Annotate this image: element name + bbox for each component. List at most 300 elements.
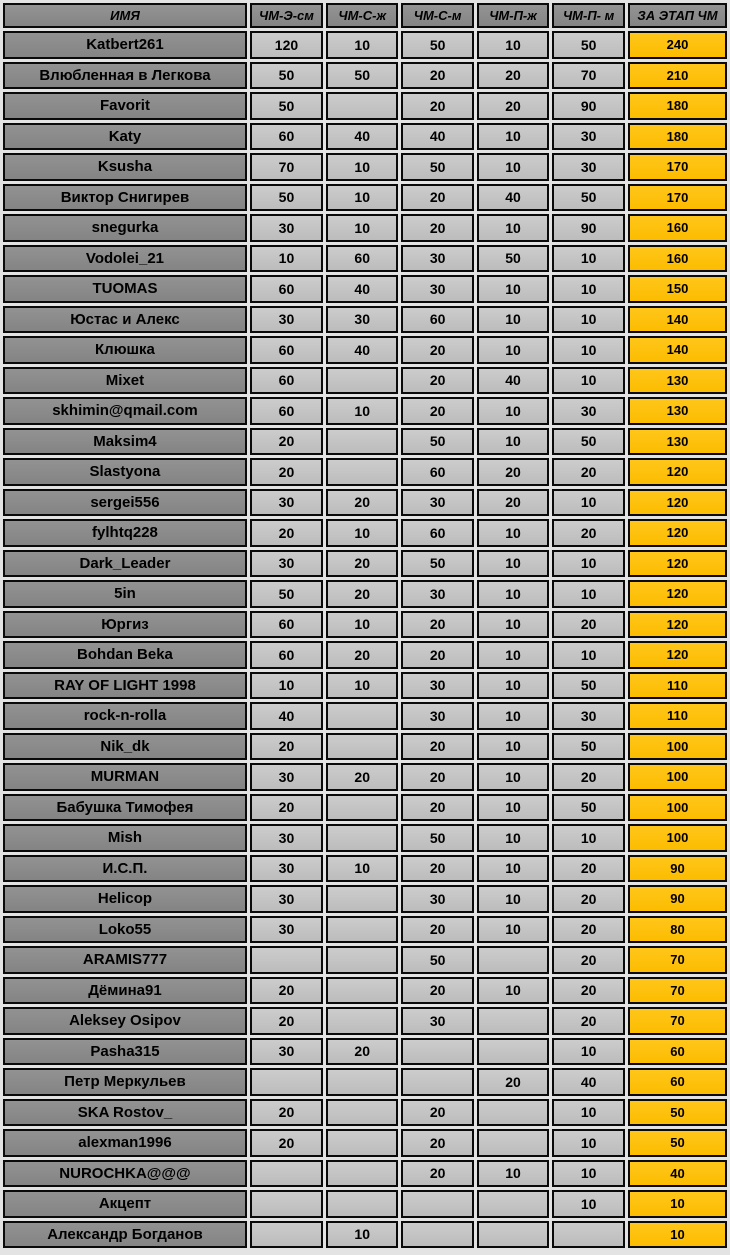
value-cell[interactable]: 20 bbox=[401, 733, 473, 761]
total-cell[interactable]: 100 bbox=[628, 794, 727, 822]
value-cell[interactable]: 10 bbox=[477, 275, 549, 303]
value-cell[interactable] bbox=[401, 1038, 473, 1066]
value-cell[interactable]: 60 bbox=[250, 336, 323, 364]
value-cell[interactable]: 10 bbox=[477, 855, 549, 883]
value-cell[interactable]: 10 bbox=[477, 336, 549, 364]
value-cell[interactable]: 20 bbox=[552, 946, 625, 974]
name-cell[interactable]: 5in bbox=[3, 580, 247, 608]
total-cell[interactable]: 120 bbox=[628, 489, 727, 517]
total-cell[interactable]: 90 bbox=[628, 855, 727, 883]
value-cell[interactable]: 60 bbox=[401, 306, 473, 334]
value-cell[interactable]: 20 bbox=[401, 1129, 473, 1157]
header-cell-chm-p-zh[interactable]: ЧМ-П-ж bbox=[477, 3, 549, 28]
value-cell[interactable]: 10 bbox=[326, 153, 398, 181]
table-row bbox=[3, 763, 727, 791]
value-cell[interactable]: 20 bbox=[552, 458, 625, 486]
value-cell[interactable]: 10 bbox=[552, 824, 625, 852]
total-cell[interactable]: 120 bbox=[628, 519, 727, 547]
value-cell[interactable]: 40 bbox=[477, 367, 549, 395]
header-cell-stage-total[interactable]: ЗА ЭТАП ЧМ bbox=[628, 3, 727, 28]
value-cell[interactable]: 10 bbox=[552, 1038, 625, 1066]
value-cell[interactable]: 20 bbox=[477, 458, 549, 486]
value-cell[interactable]: 10 bbox=[552, 1129, 625, 1157]
name-cell[interactable]: Aleksey Osipov bbox=[3, 1007, 247, 1035]
value-cell[interactable]: 20 bbox=[401, 977, 473, 1005]
value-cell[interactable]: 20 bbox=[477, 1068, 549, 1096]
header-cell-name[interactable]: ИМЯ bbox=[3, 3, 247, 28]
value-cell[interactable]: 50 bbox=[552, 794, 625, 822]
value-cell[interactable]: 10 bbox=[477, 397, 549, 425]
value-cell[interactable]: 70 bbox=[250, 153, 323, 181]
name-cell[interactable]: И.С.П. bbox=[3, 855, 247, 883]
value-cell[interactable] bbox=[477, 1190, 549, 1218]
value-cell[interactable]: 20 bbox=[401, 1099, 473, 1127]
value-cell[interactable]: 40 bbox=[401, 123, 473, 151]
total-cell[interactable]: 110 bbox=[628, 672, 727, 700]
value-cell[interactable] bbox=[401, 1068, 473, 1096]
value-cell[interactable]: 10 bbox=[552, 489, 625, 517]
table-row bbox=[3, 824, 727, 852]
value-cell[interactable]: 20 bbox=[401, 62, 473, 90]
value-cell[interactable]: 20 bbox=[401, 641, 473, 669]
name-cell[interactable]: Dark_Leader bbox=[3, 550, 247, 578]
total-cell[interactable]: 150 bbox=[628, 275, 727, 303]
table-row bbox=[3, 31, 727, 59]
value-cell[interactable]: 120 bbox=[250, 31, 323, 59]
name-cell[interactable]: Юстас и Алекс bbox=[3, 306, 247, 334]
value-cell[interactable] bbox=[326, 885, 398, 913]
name-cell[interactable]: Александр Богданов bbox=[3, 1221, 247, 1249]
value-cell[interactable]: 20 bbox=[250, 733, 323, 761]
value-cell[interactable]: 10 bbox=[552, 306, 625, 334]
value-cell[interactable]: 10 bbox=[552, 275, 625, 303]
value-cell[interactable] bbox=[326, 1160, 398, 1188]
value-cell[interactable]: 30 bbox=[250, 214, 323, 242]
value-cell[interactable] bbox=[326, 794, 398, 822]
value-cell[interactable]: 60 bbox=[326, 245, 398, 273]
value-cell[interactable]: 10 bbox=[326, 184, 398, 212]
name-cell[interactable]: Helicop bbox=[3, 885, 247, 913]
value-cell[interactable]: 10 bbox=[552, 367, 625, 395]
header-cell-chm-e-sm[interactable]: ЧМ-Э-см bbox=[250, 3, 323, 28]
value-cell[interactable]: 10 bbox=[477, 1160, 549, 1188]
header-cell-chm-s-zh[interactable]: ЧМ-С-ж bbox=[326, 3, 398, 28]
value-cell[interactable] bbox=[326, 1129, 398, 1157]
value-cell[interactable]: 20 bbox=[401, 794, 473, 822]
table-row bbox=[3, 1129, 727, 1157]
name-cell[interactable]: Mish bbox=[3, 824, 247, 852]
value-cell[interactable]: 40 bbox=[250, 702, 323, 730]
value-cell[interactable]: 10 bbox=[552, 1160, 625, 1188]
value-cell[interactable]: 10 bbox=[477, 31, 549, 59]
name-cell[interactable]: Акцепт bbox=[3, 1190, 247, 1218]
value-cell[interactable]: 60 bbox=[250, 611, 323, 639]
value-cell[interactable]: 50 bbox=[401, 824, 473, 852]
value-cell[interactable] bbox=[477, 1007, 549, 1035]
value-cell[interactable]: 10 bbox=[552, 550, 625, 578]
value-cell[interactable] bbox=[326, 428, 398, 456]
value-cell[interactable]: 30 bbox=[401, 702, 473, 730]
total-cell[interactable]: 120 bbox=[628, 580, 727, 608]
value-cell[interactable]: 10 bbox=[477, 977, 549, 1005]
value-cell[interactable]: 10 bbox=[477, 763, 549, 791]
total-cell[interactable]: 130 bbox=[628, 428, 727, 456]
name-cell[interactable]: fylhtq228 bbox=[3, 519, 247, 547]
value-cell[interactable]: 10 bbox=[477, 306, 549, 334]
value-cell[interactable] bbox=[326, 1099, 398, 1127]
value-cell[interactable]: 70 bbox=[552, 62, 625, 90]
name-cell[interactable]: Бабушка Тимофея bbox=[3, 794, 247, 822]
value-cell[interactable]: 50 bbox=[250, 62, 323, 90]
name-cell[interactable]: Ksusha bbox=[3, 153, 247, 181]
value-cell[interactable]: 20 bbox=[401, 92, 473, 120]
total-cell[interactable]: 10 bbox=[628, 1190, 727, 1218]
value-cell[interactable]: 10 bbox=[477, 580, 549, 608]
total-cell[interactable]: 240 bbox=[628, 31, 727, 59]
value-cell[interactable] bbox=[326, 824, 398, 852]
value-cell[interactable]: 30 bbox=[552, 123, 625, 151]
value-cell[interactable]: 20 bbox=[401, 916, 473, 944]
value-cell[interactable]: 20 bbox=[250, 1129, 323, 1157]
value-cell[interactable]: 10 bbox=[477, 214, 549, 242]
value-cell[interactable] bbox=[326, 367, 398, 395]
name-cell[interactable]: Bohdan Beka bbox=[3, 641, 247, 669]
value-cell[interactable]: 10 bbox=[477, 519, 549, 547]
name-cell[interactable]: Влюбленная в Легкова bbox=[3, 62, 247, 90]
value-cell[interactable]: 20 bbox=[250, 1007, 323, 1035]
value-cell[interactable]: 10 bbox=[250, 245, 323, 273]
value-cell[interactable]: 20 bbox=[401, 855, 473, 883]
value-cell[interactable]: 20 bbox=[477, 62, 549, 90]
value-cell[interactable]: 20 bbox=[401, 184, 473, 212]
table-row bbox=[3, 458, 727, 486]
value-cell[interactable]: 10 bbox=[326, 214, 398, 242]
value-cell[interactable]: 20 bbox=[401, 214, 473, 242]
value-cell[interactable]: 30 bbox=[401, 245, 473, 273]
value-cell[interactable]: 20 bbox=[250, 519, 323, 547]
value-cell[interactable]: 30 bbox=[326, 306, 398, 334]
value-cell[interactable]: 20 bbox=[552, 977, 625, 1005]
value-cell[interactable]: 10 bbox=[326, 1221, 398, 1249]
value-cell[interactable] bbox=[326, 1190, 398, 1218]
value-cell[interactable]: 20 bbox=[401, 1160, 473, 1188]
total-cell[interactable]: 210 bbox=[628, 62, 727, 90]
name-cell[interactable]: Loko55 bbox=[3, 916, 247, 944]
value-cell[interactable]: 60 bbox=[250, 275, 323, 303]
name-cell[interactable]: sergei556 bbox=[3, 489, 247, 517]
value-cell[interactable]: 30 bbox=[401, 672, 473, 700]
name-cell[interactable]: TUOMAS bbox=[3, 275, 247, 303]
value-cell[interactable]: 20 bbox=[552, 1007, 625, 1035]
value-cell[interactable]: 40 bbox=[326, 336, 398, 364]
value-cell[interactable]: 50 bbox=[401, 550, 473, 578]
value-cell[interactable]: 50 bbox=[552, 31, 625, 59]
value-cell[interactable]: 20 bbox=[401, 367, 473, 395]
total-cell[interactable]: 140 bbox=[628, 336, 727, 364]
name-cell[interactable]: NUROCHKA@@@ bbox=[3, 1160, 247, 1188]
value-cell[interactable]: 30 bbox=[250, 855, 323, 883]
value-cell[interactable]: 30 bbox=[401, 1007, 473, 1035]
value-cell[interactable] bbox=[477, 946, 549, 974]
total-cell[interactable]: 130 bbox=[628, 397, 727, 425]
total-cell[interactable]: 130 bbox=[628, 367, 727, 395]
value-cell[interactable]: 10 bbox=[477, 428, 549, 456]
value-cell[interactable]: 20 bbox=[552, 611, 625, 639]
value-cell[interactable]: 20 bbox=[326, 489, 398, 517]
value-cell[interactable]: 20 bbox=[250, 428, 323, 456]
value-cell[interactable]: 30 bbox=[250, 550, 323, 578]
value-cell[interactable]: 50 bbox=[552, 428, 625, 456]
value-cell[interactable]: 50 bbox=[552, 184, 625, 212]
value-cell[interactable]: 60 bbox=[250, 123, 323, 151]
value-cell[interactable] bbox=[326, 1007, 398, 1035]
value-cell[interactable]: 60 bbox=[250, 367, 323, 395]
total-cell[interactable]: 40 bbox=[628, 1160, 727, 1188]
total-cell[interactable]: 90 bbox=[628, 885, 727, 913]
name-cell[interactable]: skhimin@qmail.com bbox=[3, 397, 247, 425]
value-cell[interactable]: 20 bbox=[326, 550, 398, 578]
value-cell[interactable]: 20 bbox=[552, 916, 625, 944]
name-cell[interactable]: Maksim4 bbox=[3, 428, 247, 456]
value-cell[interactable]: 60 bbox=[401, 458, 473, 486]
value-cell[interactable] bbox=[477, 1129, 549, 1157]
table-row bbox=[3, 794, 727, 822]
value-cell[interactable]: 50 bbox=[552, 672, 625, 700]
value-cell[interactable]: 30 bbox=[401, 489, 473, 517]
value-cell[interactable]: 20 bbox=[250, 458, 323, 486]
total-cell[interactable]: 80 bbox=[628, 916, 727, 944]
name-cell[interactable]: Петр Меркульев bbox=[3, 1068, 247, 1096]
value-cell[interactable]: 90 bbox=[552, 92, 625, 120]
value-cell[interactable] bbox=[250, 1068, 323, 1096]
total-cell[interactable]: 100 bbox=[628, 733, 727, 761]
value-cell[interactable]: 50 bbox=[401, 428, 473, 456]
value-cell[interactable]: 20 bbox=[250, 794, 323, 822]
total-cell[interactable]: 120 bbox=[628, 641, 727, 669]
value-cell[interactable]: 10 bbox=[477, 550, 549, 578]
table-row bbox=[3, 92, 727, 120]
name-cell[interactable]: Клюшка bbox=[3, 336, 247, 364]
name-cell[interactable]: Виктор Снигирев bbox=[3, 184, 247, 212]
value-cell[interactable] bbox=[326, 458, 398, 486]
value-cell[interactable] bbox=[326, 1068, 398, 1096]
value-cell[interactable]: 10 bbox=[477, 153, 549, 181]
value-cell[interactable]: 20 bbox=[477, 92, 549, 120]
name-cell[interactable]: ARAMIS777 bbox=[3, 946, 247, 974]
value-cell[interactable]: 10 bbox=[477, 641, 549, 669]
value-cell[interactable]: 50 bbox=[250, 580, 323, 608]
value-cell[interactable] bbox=[250, 1221, 323, 1249]
value-cell[interactable]: 90 bbox=[552, 214, 625, 242]
value-cell[interactable]: 10 bbox=[477, 824, 549, 852]
value-cell[interactable]: 10 bbox=[326, 855, 398, 883]
value-cell[interactable]: 40 bbox=[477, 184, 549, 212]
total-cell[interactable]: 70 bbox=[628, 946, 727, 974]
value-cell[interactable]: 10 bbox=[326, 31, 398, 59]
value-cell[interactable]: 50 bbox=[250, 184, 323, 212]
value-cell[interactable]: 10 bbox=[477, 611, 549, 639]
table-row bbox=[3, 550, 727, 578]
value-cell[interactable] bbox=[326, 977, 398, 1005]
name-cell[interactable]: Katbert261 bbox=[3, 31, 247, 59]
value-cell[interactable]: 30 bbox=[552, 153, 625, 181]
value-cell[interactable]: 10 bbox=[326, 672, 398, 700]
value-cell[interactable] bbox=[477, 1221, 549, 1249]
total-cell[interactable]: 120 bbox=[628, 458, 727, 486]
value-cell[interactable] bbox=[250, 1190, 323, 1218]
total-cell[interactable]: 120 bbox=[628, 550, 727, 578]
value-cell[interactable]: 40 bbox=[326, 123, 398, 151]
total-cell[interactable]: 50 bbox=[628, 1129, 727, 1157]
total-cell[interactable]: 180 bbox=[628, 123, 727, 151]
value-cell[interactable]: 20 bbox=[552, 763, 625, 791]
value-cell[interactable]: 50 bbox=[401, 946, 473, 974]
name-cell[interactable]: Favorit bbox=[3, 92, 247, 120]
name-cell[interactable]: SKA Rostov_ bbox=[3, 1099, 247, 1127]
value-cell[interactable]: 40 bbox=[552, 1068, 625, 1096]
value-cell[interactable]: 30 bbox=[250, 306, 323, 334]
value-cell[interactable]: 10 bbox=[326, 611, 398, 639]
total-cell[interactable]: 140 bbox=[628, 306, 727, 334]
name-cell[interactable]: Pasha315 bbox=[3, 1038, 247, 1066]
total-cell[interactable]: 160 bbox=[628, 214, 727, 242]
value-cell[interactable] bbox=[250, 1160, 323, 1188]
value-cell[interactable]: 30 bbox=[250, 1038, 323, 1066]
value-cell[interactable]: 30 bbox=[250, 763, 323, 791]
name-cell[interactable]: alexman1996 bbox=[3, 1129, 247, 1157]
value-cell[interactable]: 20 bbox=[552, 855, 625, 883]
value-cell[interactable] bbox=[326, 733, 398, 761]
value-cell[interactable] bbox=[326, 702, 398, 730]
value-cell[interactable]: 10 bbox=[326, 397, 398, 425]
value-cell[interactable]: 10 bbox=[250, 672, 323, 700]
value-cell[interactable] bbox=[326, 916, 398, 944]
name-cell[interactable]: Дёмина91 bbox=[3, 977, 247, 1005]
value-cell[interactable]: 20 bbox=[477, 489, 549, 517]
name-cell[interactable]: RAY OF LIGHT 1998 bbox=[3, 672, 247, 700]
value-cell[interactable]: 10 bbox=[552, 1190, 625, 1218]
value-cell[interactable]: 20 bbox=[326, 1038, 398, 1066]
value-cell[interactable]: 50 bbox=[401, 31, 473, 59]
table-row bbox=[3, 489, 727, 517]
name-cell[interactable]: Mixet bbox=[3, 367, 247, 395]
total-cell[interactable]: 100 bbox=[628, 763, 727, 791]
value-cell[interactable]: 10 bbox=[326, 519, 398, 547]
value-cell[interactable]: 60 bbox=[250, 641, 323, 669]
value-cell[interactable]: 10 bbox=[552, 245, 625, 273]
value-cell[interactable]: 20 bbox=[552, 519, 625, 547]
value-cell[interactable]: 30 bbox=[552, 702, 625, 730]
total-cell[interactable]: 160 bbox=[628, 245, 727, 273]
value-cell[interactable]: 10 bbox=[552, 1099, 625, 1127]
value-cell[interactable]: 20 bbox=[250, 977, 323, 1005]
value-cell[interactable]: 30 bbox=[552, 397, 625, 425]
value-cell[interactable]: 30 bbox=[250, 489, 323, 517]
total-cell[interactable]: 120 bbox=[628, 611, 727, 639]
total-cell[interactable]: 170 bbox=[628, 184, 727, 212]
value-cell[interactable]: 10 bbox=[477, 885, 549, 913]
value-cell[interactable] bbox=[552, 1221, 625, 1249]
value-cell[interactable]: 60 bbox=[250, 397, 323, 425]
name-cell[interactable]: Katy bbox=[3, 123, 247, 151]
value-cell[interactable]: 30 bbox=[250, 885, 323, 913]
value-cell[interactable]: 50 bbox=[401, 153, 473, 181]
value-cell[interactable]: 20 bbox=[552, 885, 625, 913]
value-cell[interactable]: 10 bbox=[552, 580, 625, 608]
value-cell[interactable]: 10 bbox=[477, 916, 549, 944]
value-cell[interactable] bbox=[326, 92, 398, 120]
value-cell[interactable] bbox=[401, 1190, 473, 1218]
header-cell-chm-s-m[interactable]: ЧМ-С-м bbox=[401, 3, 473, 28]
total-cell[interactable]: 170 bbox=[628, 153, 727, 181]
value-cell[interactable]: 20 bbox=[250, 1099, 323, 1127]
value-cell[interactable]: 10 bbox=[552, 336, 625, 364]
total-cell[interactable]: 10 bbox=[628, 1221, 727, 1249]
header-cell-chm-p-m[interactable]: ЧМ-П- м bbox=[552, 3, 625, 28]
name-cell[interactable]: Юргиз bbox=[3, 611, 247, 639]
total-cell[interactable]: 60 bbox=[628, 1068, 727, 1096]
value-cell[interactable]: 10 bbox=[477, 702, 549, 730]
value-cell[interactable]: 40 bbox=[326, 275, 398, 303]
value-cell[interactable]: 20 bbox=[401, 611, 473, 639]
value-cell[interactable]: 20 bbox=[401, 397, 473, 425]
value-cell[interactable]: 30 bbox=[401, 885, 473, 913]
value-cell[interactable]: 50 bbox=[326, 62, 398, 90]
value-cell[interactable]: 20 bbox=[326, 763, 398, 791]
value-cell[interactable]: 30 bbox=[401, 275, 473, 303]
value-cell[interactable]: 30 bbox=[250, 824, 323, 852]
total-cell[interactable]: 110 bbox=[628, 702, 727, 730]
value-cell[interactable]: 10 bbox=[477, 794, 549, 822]
name-cell[interactable]: snegurka bbox=[3, 214, 247, 242]
total-cell[interactable]: 70 bbox=[628, 1007, 727, 1035]
value-cell[interactable] bbox=[477, 1038, 549, 1066]
value-cell[interactable]: 60 bbox=[401, 519, 473, 547]
table-row bbox=[3, 245, 727, 273]
value-cell[interactable]: 20 bbox=[401, 336, 473, 364]
total-cell[interactable]: 100 bbox=[628, 824, 727, 852]
name-cell[interactable]: Vodolei_21 bbox=[3, 245, 247, 273]
value-cell[interactable]: 10 bbox=[477, 672, 549, 700]
value-cell[interactable] bbox=[401, 1221, 473, 1249]
name-cell[interactable]: Slastyona bbox=[3, 458, 247, 486]
value-cell[interactable] bbox=[250, 946, 323, 974]
name-cell[interactable]: rock-n-rolla bbox=[3, 702, 247, 730]
table-row bbox=[3, 397, 727, 425]
value-cell[interactable] bbox=[326, 946, 398, 974]
value-cell[interactable] bbox=[477, 1099, 549, 1127]
value-cell[interactable]: 10 bbox=[477, 733, 549, 761]
value-cell[interactable]: 30 bbox=[250, 916, 323, 944]
value-cell[interactable]: 50 bbox=[552, 733, 625, 761]
value-cell[interactable]: 50 bbox=[250, 92, 323, 120]
total-cell[interactable]: 60 bbox=[628, 1038, 727, 1066]
total-cell[interactable]: 70 bbox=[628, 977, 727, 1005]
value-cell[interactable]: 30 bbox=[401, 580, 473, 608]
table-row bbox=[3, 1190, 727, 1218]
total-cell[interactable]: 50 bbox=[628, 1099, 727, 1127]
value-cell[interactable]: 20 bbox=[326, 641, 398, 669]
value-cell[interactable]: 10 bbox=[477, 123, 549, 151]
name-cell[interactable]: Nik_dk bbox=[3, 733, 247, 761]
value-cell[interactable]: 20 bbox=[401, 763, 473, 791]
total-cell[interactable]: 180 bbox=[628, 92, 727, 120]
value-cell[interactable]: 50 bbox=[477, 245, 549, 273]
value-cell[interactable]: 20 bbox=[326, 580, 398, 608]
value-cell[interactable]: 10 bbox=[552, 641, 625, 669]
table-row bbox=[3, 123, 727, 151]
name-cell[interactable]: MURMAN bbox=[3, 763, 247, 791]
